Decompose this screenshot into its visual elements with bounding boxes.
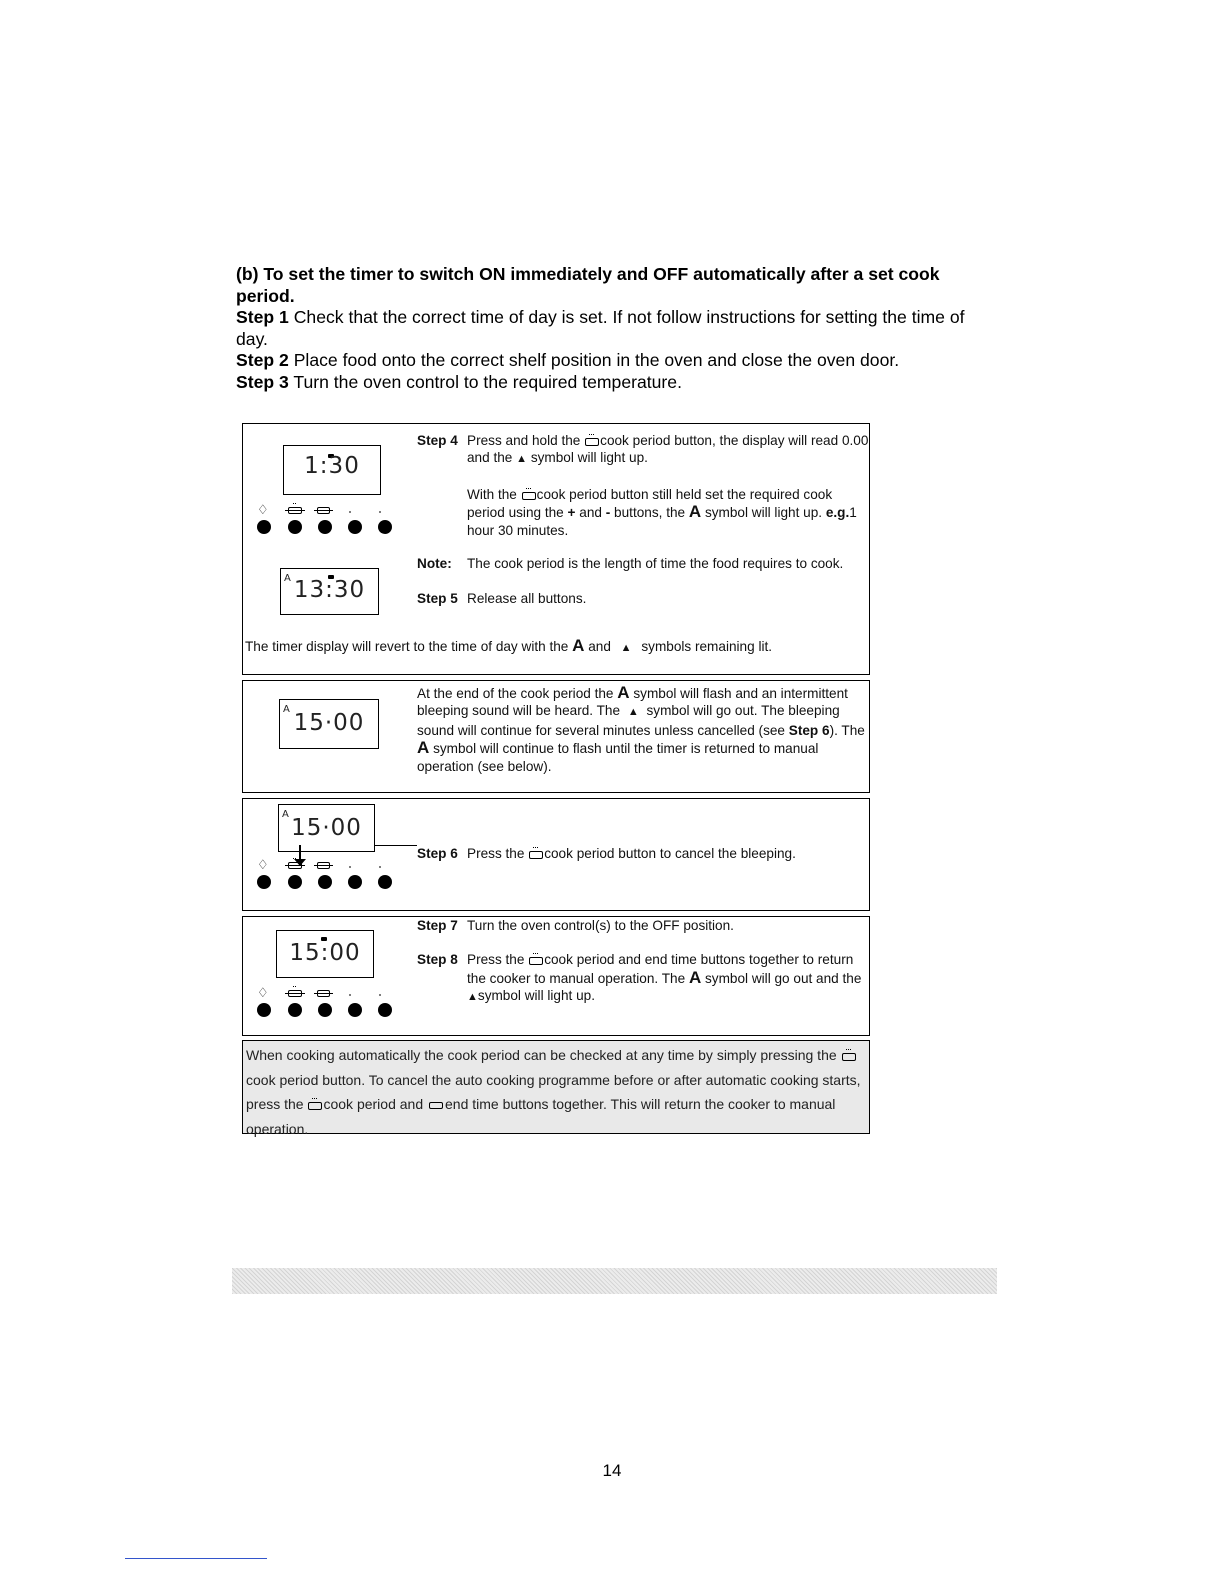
step-label: Step 8 [417, 952, 458, 968]
knob-icon [288, 875, 302, 889]
step-label: Step 5 [417, 591, 458, 607]
text: cook period and end time buttons together to return the cooker to manual operation. The [467, 952, 854, 986]
auto-symbol: A [617, 683, 630, 702]
text: ). The [829, 722, 865, 738]
section-heading: (b) To set the timer to switch ON immediately and OFF automatically after a set cook period. [236, 264, 940, 306]
text: symbol will go out and the [705, 970, 862, 986]
step7-8-text [417, 917, 869, 1007]
text: end time buttons together. This will return the cooker to manual operation. [246, 1096, 836, 1137]
knob-icon [257, 875, 271, 889]
auto-symbol: A [417, 738, 430, 758]
text: Press and hold the [467, 433, 581, 448]
display-value: 1:30 [304, 453, 360, 479]
timer-display-1 [283, 445, 381, 495]
plus-mark [379, 994, 381, 996]
cook-pot-icon: ▲ [467, 991, 478, 1004]
text: 1 hour 30 minutes. [467, 505, 857, 538]
bell-icon: ♢ [257, 857, 269, 872]
control-panel [257, 500, 407, 536]
text: symbol will light up. [530, 450, 648, 466]
knob-icon [378, 1003, 392, 1017]
cook-pot-icon [288, 507, 302, 514]
minus-symbol: - [605, 505, 611, 521]
knob-icon [288, 520, 302, 534]
text: symbol will flash and an intermittent bleeping sound will be heard. The [417, 686, 848, 719]
timer-display-5 [276, 930, 374, 978]
text: cook period button, the display will read 0.00 and the [467, 433, 869, 466]
end-time-icon [317, 862, 330, 869]
text: buttons, the [614, 505, 686, 521]
intro-step-1: Step 1 Check that the correct time of day is set. If not follow instructions for setting the time of day. [236, 307, 965, 349]
minus-mark [349, 511, 351, 513]
cook-pot-icon [585, 438, 599, 446]
timer-display-4 [278, 804, 375, 852]
auto-symbol: A [282, 809, 290, 820]
text: symbol will light up. [704, 505, 823, 521]
text: symbol will continue to flash until the timer is returned to manual operation (see below). [417, 741, 819, 774]
text: and [588, 639, 611, 654]
cook-pot-icon [288, 862, 302, 869]
auto-symbol: A [688, 967, 702, 987]
control-panel [257, 983, 407, 1019]
minus-mark [349, 866, 351, 868]
step4-text [417, 432, 869, 608]
instruction-box-step4 [242, 423, 870, 675]
text: symbols remaining lit. [641, 639, 773, 654]
step-ref: Step 6 [788, 722, 830, 738]
knob-icon [318, 875, 332, 889]
cook-pot-icon [529, 957, 543, 965]
display-value: 15:00 [289, 940, 361, 966]
knob-icon [257, 520, 271, 534]
instruction-box-end [242, 680, 870, 793]
text: and [579, 505, 602, 521]
page-number: 14 [602, 1461, 622, 1480]
knob-icon [288, 1003, 302, 1017]
cook-pot-icon: ▲ [516, 453, 528, 466]
step-label: Step 7 [417, 918, 458, 933]
plus-symbol: + [567, 505, 576, 521]
timer-display-3 [279, 699, 379, 749]
cook-pot-icon: ▲ [620, 642, 632, 654]
text: With the [467, 486, 517, 502]
knob-icon [318, 1003, 332, 1017]
knob-icon [378, 875, 392, 889]
instruction-box-step7-8 [242, 916, 870, 1036]
text: e.g. [825, 505, 850, 521]
minus-mark [349, 994, 351, 996]
plus-mark [379, 511, 381, 513]
knob-icon [348, 875, 362, 889]
auto-symbol: A [688, 502, 702, 522]
bell-icon: ♢ [257, 502, 269, 517]
text: When cooking automatically the cook period can be checked at any time by simply pressing the [246, 1047, 837, 1063]
cook-pot-icon [522, 492, 536, 500]
end-time-icon [317, 507, 330, 514]
text: cook period and [323, 1096, 424, 1113]
display-value: 15·00 [291, 815, 362, 841]
text: symbol will light up. [477, 988, 595, 1004]
auto-symbol: A [284, 573, 292, 584]
knob-icon [257, 1003, 271, 1017]
cook-pot-icon [529, 851, 543, 859]
control-panel [257, 855, 407, 891]
step6-text [417, 845, 869, 862]
cook-pot-icon [288, 990, 302, 997]
instruction-box-step6 [242, 798, 870, 911]
display-value: 13:30 [293, 577, 366, 603]
intro-step-2: Step 2 Place food onto the correct shelf position in the oven and close the oven door. [236, 350, 900, 370]
timer-display-2 [280, 568, 379, 615]
text: cook period button. To cancel the auto cooking programme before or after automatic cooking starts, press the [246, 1071, 861, 1113]
footer-rule [125, 1558, 267, 1559]
cook-pot-icon [308, 1102, 322, 1110]
knob-icon [318, 520, 332, 534]
auto-symbol: A [283, 704, 291, 715]
text: cook period button to cancel the bleeping. [544, 846, 796, 861]
text: symbol will go out. The bleeping sound will continue for several minutes unless cancelled (see [417, 703, 840, 738]
auto-symbol: A [572, 636, 585, 655]
display-value: 15·00 [293, 710, 365, 736]
intro-step-3: Step 3 Turn the oven control to the required temperature. [236, 371, 682, 392]
knob-icon [378, 520, 392, 534]
cook-pot-icon: ▲ [627, 706, 639, 719]
text: At the end of the cook period the [417, 686, 614, 701]
cook-pot-icon [842, 1053, 856, 1061]
knob-icon [348, 1003, 362, 1017]
hatched-divider [232, 1268, 997, 1294]
note-text: The cook period is the length of time the food requires to cook. [467, 556, 844, 572]
text: Press the [467, 952, 525, 968]
text: The timer display will revert to the time of day with the [245, 639, 569, 654]
pointer-line [375, 845, 417, 846]
end-time-icon [429, 1102, 443, 1109]
box1-footer [245, 637, 865, 657]
text: Press the [467, 846, 525, 861]
knob-icon [348, 520, 362, 534]
text: cook period button still held set the required cook period using the [467, 486, 833, 521]
intro-section [236, 264, 966, 393]
step-label: Step 6 [417, 846, 458, 861]
step-label: Step 4 [417, 433, 458, 448]
box2-text [417, 684, 869, 775]
step7-text: Turn the oven control(s) to the OFF position. [467, 918, 734, 933]
summary-note-box [242, 1040, 870, 1137]
end-time-icon [317, 990, 330, 997]
plus-mark [379, 866, 381, 868]
note-label: Note: [417, 556, 452, 572]
bell-icon: ♢ [257, 985, 269, 1000]
step5-text: Release all buttons. [467, 591, 587, 607]
